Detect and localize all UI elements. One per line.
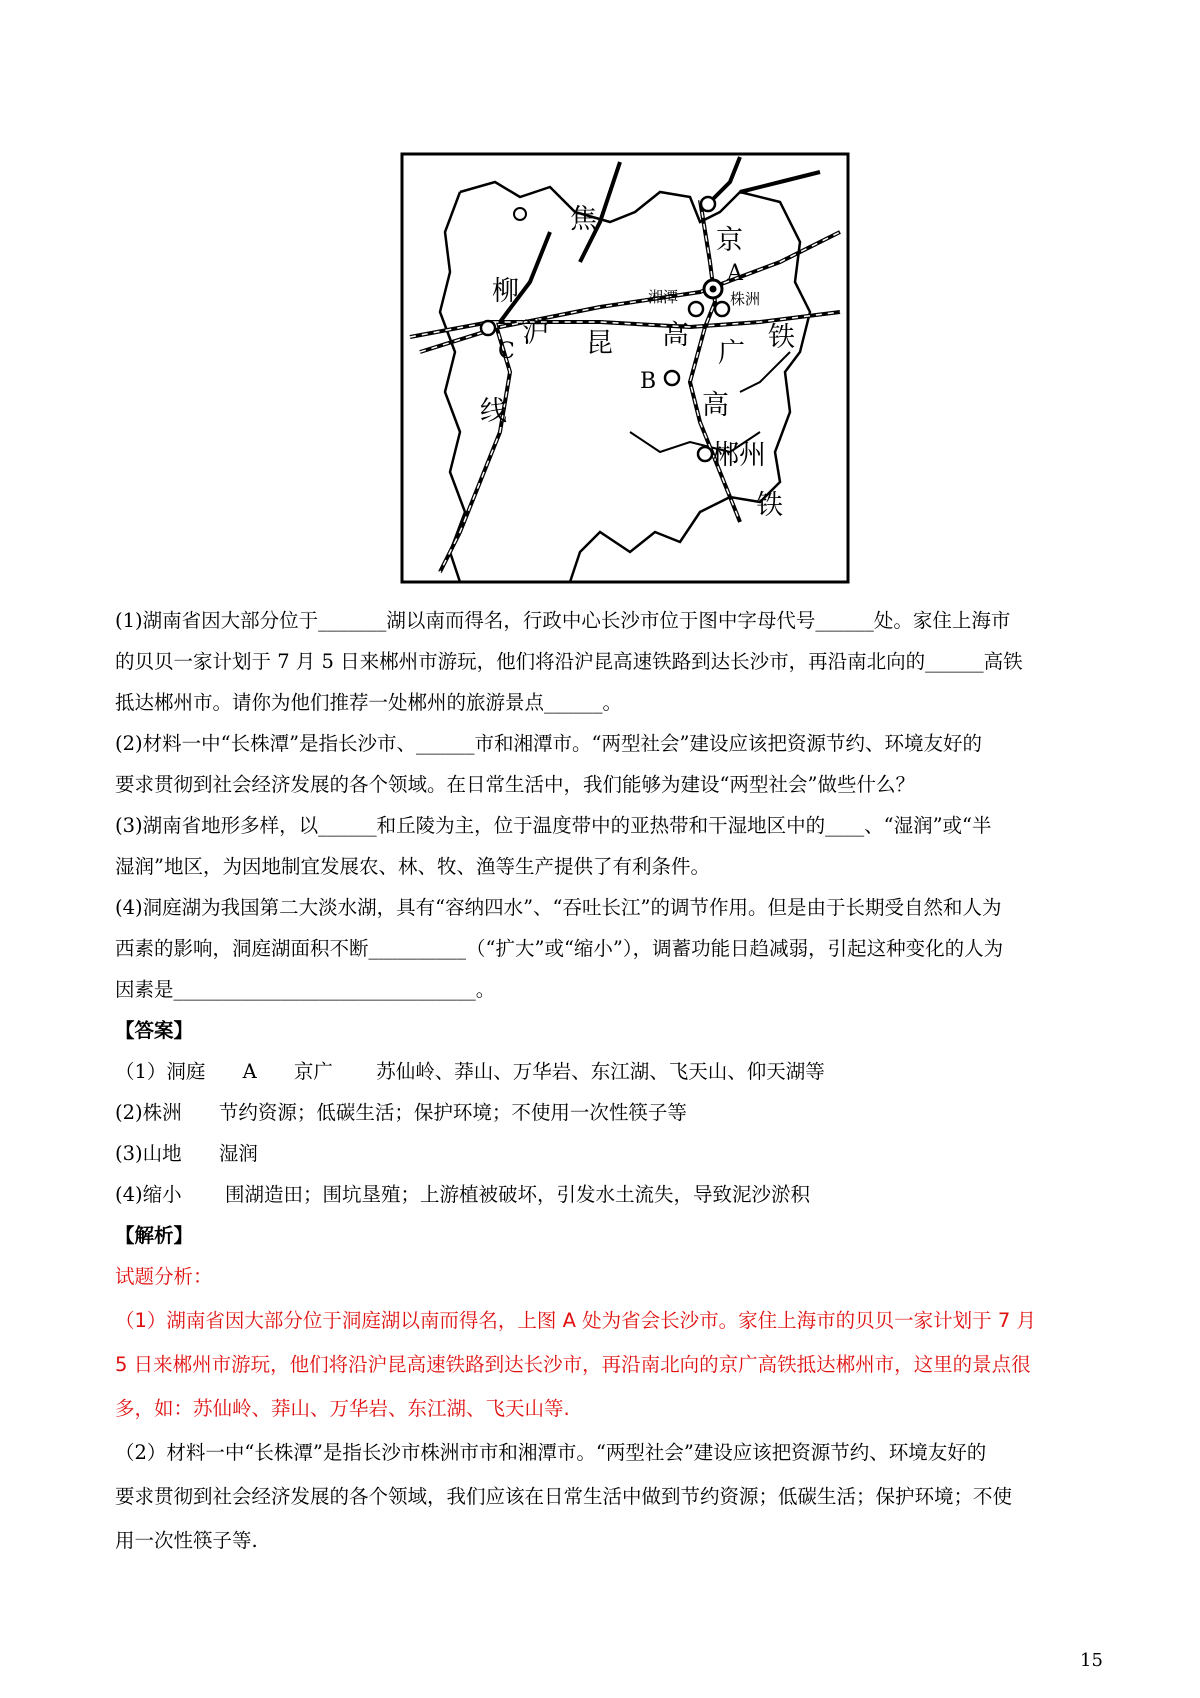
city-B-dot [665,371,679,385]
city-dot-nw [514,208,526,220]
map-label-jiao: 焦 [570,204,597,235]
analysis-red-title: 试题分析： [115,1265,213,1288]
map-label-tie1: 铁 [768,322,795,353]
map-label-tie2: 铁 [756,490,783,521]
answer-line-2: (2)株洲 节约资源；低碳生活；保护环境；不使用一次性筷子等 [115,1101,687,1124]
map-label-A: A [727,261,743,286]
analysis-line-1: （2）材料一中“长株潭”是指长沙市株洲市市和湘潭市。“两型社会”建设应该把资源节约、环境友好的 [115,1441,987,1464]
question-line-1: (1)湖南省因大部分位于_______湖以南而得名，行政中心长沙市位于图中字母代号______处。家住上海市 [115,609,1011,632]
question-line-9: 西素的影响，洞庭湖面积不断__________（“扩大”或“缩小”），调蓄功能日趋减弱，引起这种变化的人为 [115,937,1004,960]
analysis-red-line-2: 5 日来郴州市游玩，他们将沿沪昆高速铁路到达长沙市，再沿南北向的京广高铁抵达郴州市，这里的景点很 [115,1353,1031,1376]
analysis-line-2: 要求贯彻到社会经济发展的各个领域，我们应该在日常生活中做到节约资源；低碳生活；保护环境；不使 [115,1485,1013,1508]
hunan-railway-map [400,152,850,584]
question-line-5: 要求贯彻到社会经济发展的各个领域。在日常生活中，我们能够为建设“两型社会”做些什么？ [115,773,915,796]
question-line-2: 的贝贝一家计划于 7 月 5 日来郴州市游玩，他们将沿沪昆高速铁路到达长沙市，再沿南北向的______高铁 [115,650,1023,673]
question-line-4: (2)材料一中“长株潭”是指长沙市、______市和湘潭市。“两型社会”建设应该把资源节约、环境友好的 [115,732,982,755]
map-label-xian: 线 [480,396,507,427]
analysis-line-3: 用一次性筷子等. [115,1529,258,1552]
city-xiangtan-dot [689,302,703,316]
question-line-10: 因素是_______________________________。 [115,978,496,1001]
city-chenzhou-dot [698,447,712,461]
map-label-C: C [498,339,515,364]
analysis-red-line-1: （1）湖南省因大部分位于洞庭湖以南而得名，上图 A 处为省会长沙市。家住上海市的贝贝一家计划于 7 月 [115,1309,1036,1332]
map-label-gao2: 高 [702,390,729,421]
page-number: 15 [1080,1650,1103,1671]
map-label-gao1: 高 [662,320,689,351]
answer-line-4: (4)缩小 围湖造田；围坑垦殖；上游植被破坏，引发水土流失，导致泥沙淤积 [115,1183,811,1206]
map-label-zhuzhou: 株洲 [730,290,761,308]
analysis-red-line-3: 多，如：苏仙岭、莽山、万华岩、东江湖、飞天山等. [115,1397,570,1420]
answer-line-1: （1）洞庭 A 京广 苏仙岭、莽山、万华岩、东江湖、飞天山、仰天湖等 [115,1060,825,1083]
map-label-chenzhou: 郴州 [712,440,766,471]
question-line-3: 抵达郴州市。请你为他们推荐一处郴州的旅游景点______。 [115,691,623,714]
map-label-liu: 柳 [492,276,519,307]
map-label-kun: 昆 [586,328,613,359]
city-zhuzhou-dot [715,302,729,316]
city-C-dot [481,321,495,335]
map-label-hu: 沪 [522,318,549,349]
question-line-8: (4)洞庭湖为我国第二大淡水湖，具有“容纳四水”、“吞吐长江”的调节作用。但是由于长期受自然和人为 [115,896,1002,919]
question-line-7: 湿润”地区，为因地制宜发展农、林、牧、渔等生产提供了有利条件。 [115,855,710,878]
map-label-guang: 广 [718,338,745,369]
city-dot [701,197,715,211]
answer-header: 【答案】 [115,1019,194,1042]
map-label-xiangtan: 湘潭 [648,288,679,306]
answer-line-3: (3)山地 湿润 [115,1142,258,1165]
question-line-6: (3)湖南省地形多样，以______和丘陵为主，位于温度带中的亚热带和干湿地区中的____、“湿润”或“半 [115,814,992,837]
analysis-header: 【解析】 [115,1224,194,1247]
map-label-jing: 京 [716,225,743,256]
map-label-B: B [640,369,657,394]
